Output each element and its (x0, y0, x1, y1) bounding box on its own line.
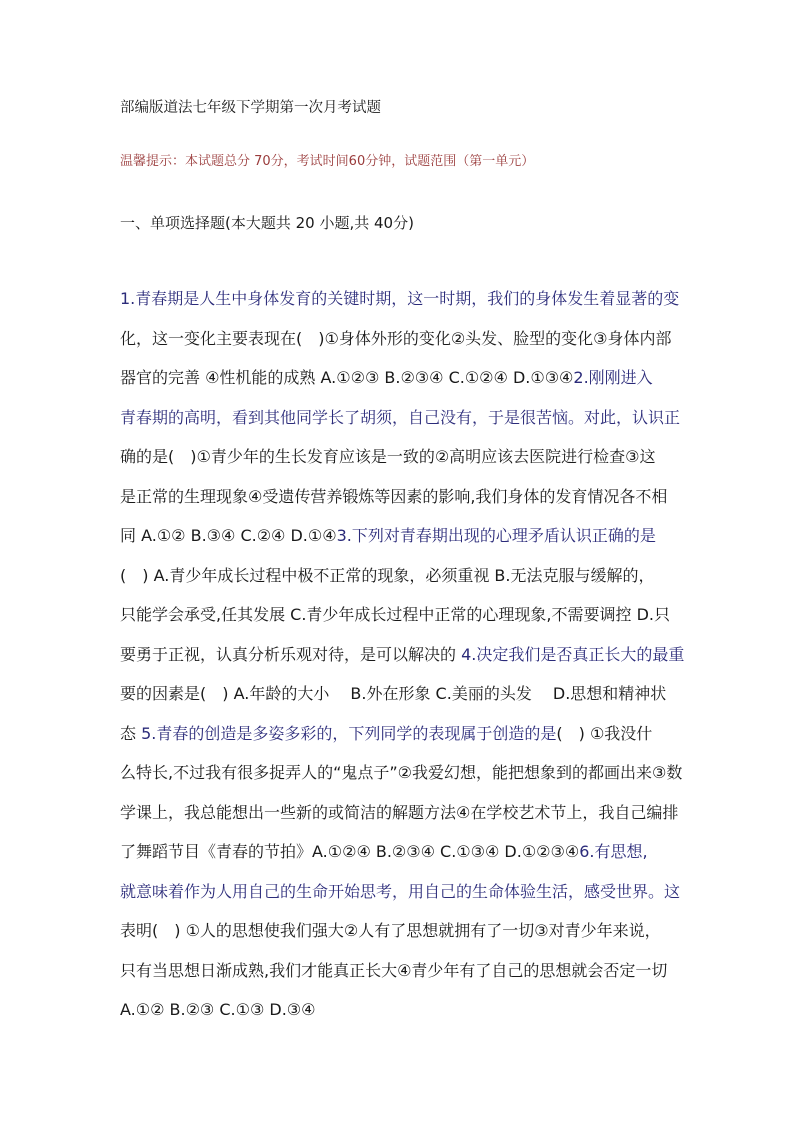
question-text: 要的因素是( ) A.年龄的大小 B.外在形象 C.美丽的头发 D.思想和精神状 (120, 684, 667, 703)
question-text: 确的是( )①青少年的生长发育应该是一致的②高明应该去医院进行检查③这 (120, 447, 656, 466)
text-line (120, 446, 680, 486)
text-line (120, 920, 680, 960)
exam-tip: 温馨提示：本试题总分 70分，考试时间60分钟，试题范围（第一单元） (120, 154, 535, 169)
question-stem: 6.有思想, (579, 842, 648, 861)
question-stem: 就意味着作为人用自己的生命开始思考，用自己的生命体验生活，感受世界。这 (120, 881, 681, 901)
text-line (120, 407, 680, 447)
question-stem: 2.刚刚进入 (573, 368, 653, 387)
text-line (120, 723, 680, 763)
question-text: 表明( ) ①人的思想使我们强大②人有了思想就拥有了一切③对青少年来说， (120, 921, 661, 940)
question-text: 态 (120, 723, 142, 743)
text-line (120, 288, 680, 328)
question-text: 么特长,不过我有很多捉弄人的“鬼点子”②我爱幻想，能把想象到的都画出来③数 (120, 763, 683, 782)
text-line (120, 881, 680, 921)
question-stem: 青春期的高明，看到其他同学长了胡须，自己没有，于是很苦恼。对此，认识正 (120, 407, 681, 427)
section-heading: 一、单项选择题(本大题共 20 小题,共 40分) (120, 214, 414, 232)
text-line (120, 565, 680, 605)
question-stem: 1.青春期是人生中身体发育的关键时期，这一时期，我们的身体发生着显著的变 (120, 289, 680, 308)
text-line (120, 960, 680, 1000)
question-text: 只能学会承受,任其发展 C.青少年成长过程中正常的心理现象,不需要调控 D.只 (120, 605, 671, 624)
text-line (120, 367, 680, 407)
question-text: ( ) A.青少年成长过程中极不正常的现象，必须重视 B.无法克服与缓解的， (120, 565, 655, 585)
question-text: 了舞蹈节目《青春的节拍》A.①②④ B.②③④ C.①③④ D.①②③④ (120, 842, 580, 861)
text-line (120, 683, 680, 723)
question-text: 化，这一变化主要表现在( )①身体外形的变化②头发、脸型的变化③身体内部 (120, 328, 672, 348)
document-title: 部编版道法七年级下学期第一次月考试题 (120, 100, 381, 116)
question-stem: 5.青春的创造是多姿多彩的，下列同学的表现属于创造的是 (141, 723, 557, 743)
text-line (120, 644, 685, 684)
question-text: ( ) ①我没什 (556, 723, 653, 743)
question-text: A.①② B.②③ C.①③ D.③④ (120, 1000, 316, 1019)
question-text: 只有当思想日渐成熟,我们才能真正长大④青少年有了自己的思想就会否定一切 (120, 960, 668, 980)
text-line (120, 841, 680, 881)
text-line (120, 486, 680, 526)
question-body (120, 288, 685, 1039)
question-stem: 4.决定我们是否真正长大的最重 (461, 644, 685, 664)
text-line (120, 762, 683, 802)
question-text: 同 A.①② B.③④ C.②④ D.①④ (120, 526, 337, 545)
text-line (120, 802, 680, 842)
text-line (120, 604, 680, 644)
question-text: 学课上，我总能想出一些新的或简洁的解题方法④在学校艺术节上，我自己编排 (120, 802, 679, 822)
text-line (120, 525, 680, 565)
question-text: 是正常的生理现象④受遗传营养锻炼等因素的影响,我们身体的发育情况各不相 (120, 486, 668, 506)
text-line (120, 999, 680, 1039)
question-stem: 3.下列对青春期出现的心理矛盾认识正确的是 (336, 526, 656, 545)
question-text: 要勇于正视，认真分析乐观对待，是可以解决的 (120, 644, 462, 664)
question-text: 器官的完善 ④性机能的成熟 A.①②③ B.②③④ C.①②④ D.①③④ (120, 368, 574, 387)
text-line (120, 328, 680, 368)
